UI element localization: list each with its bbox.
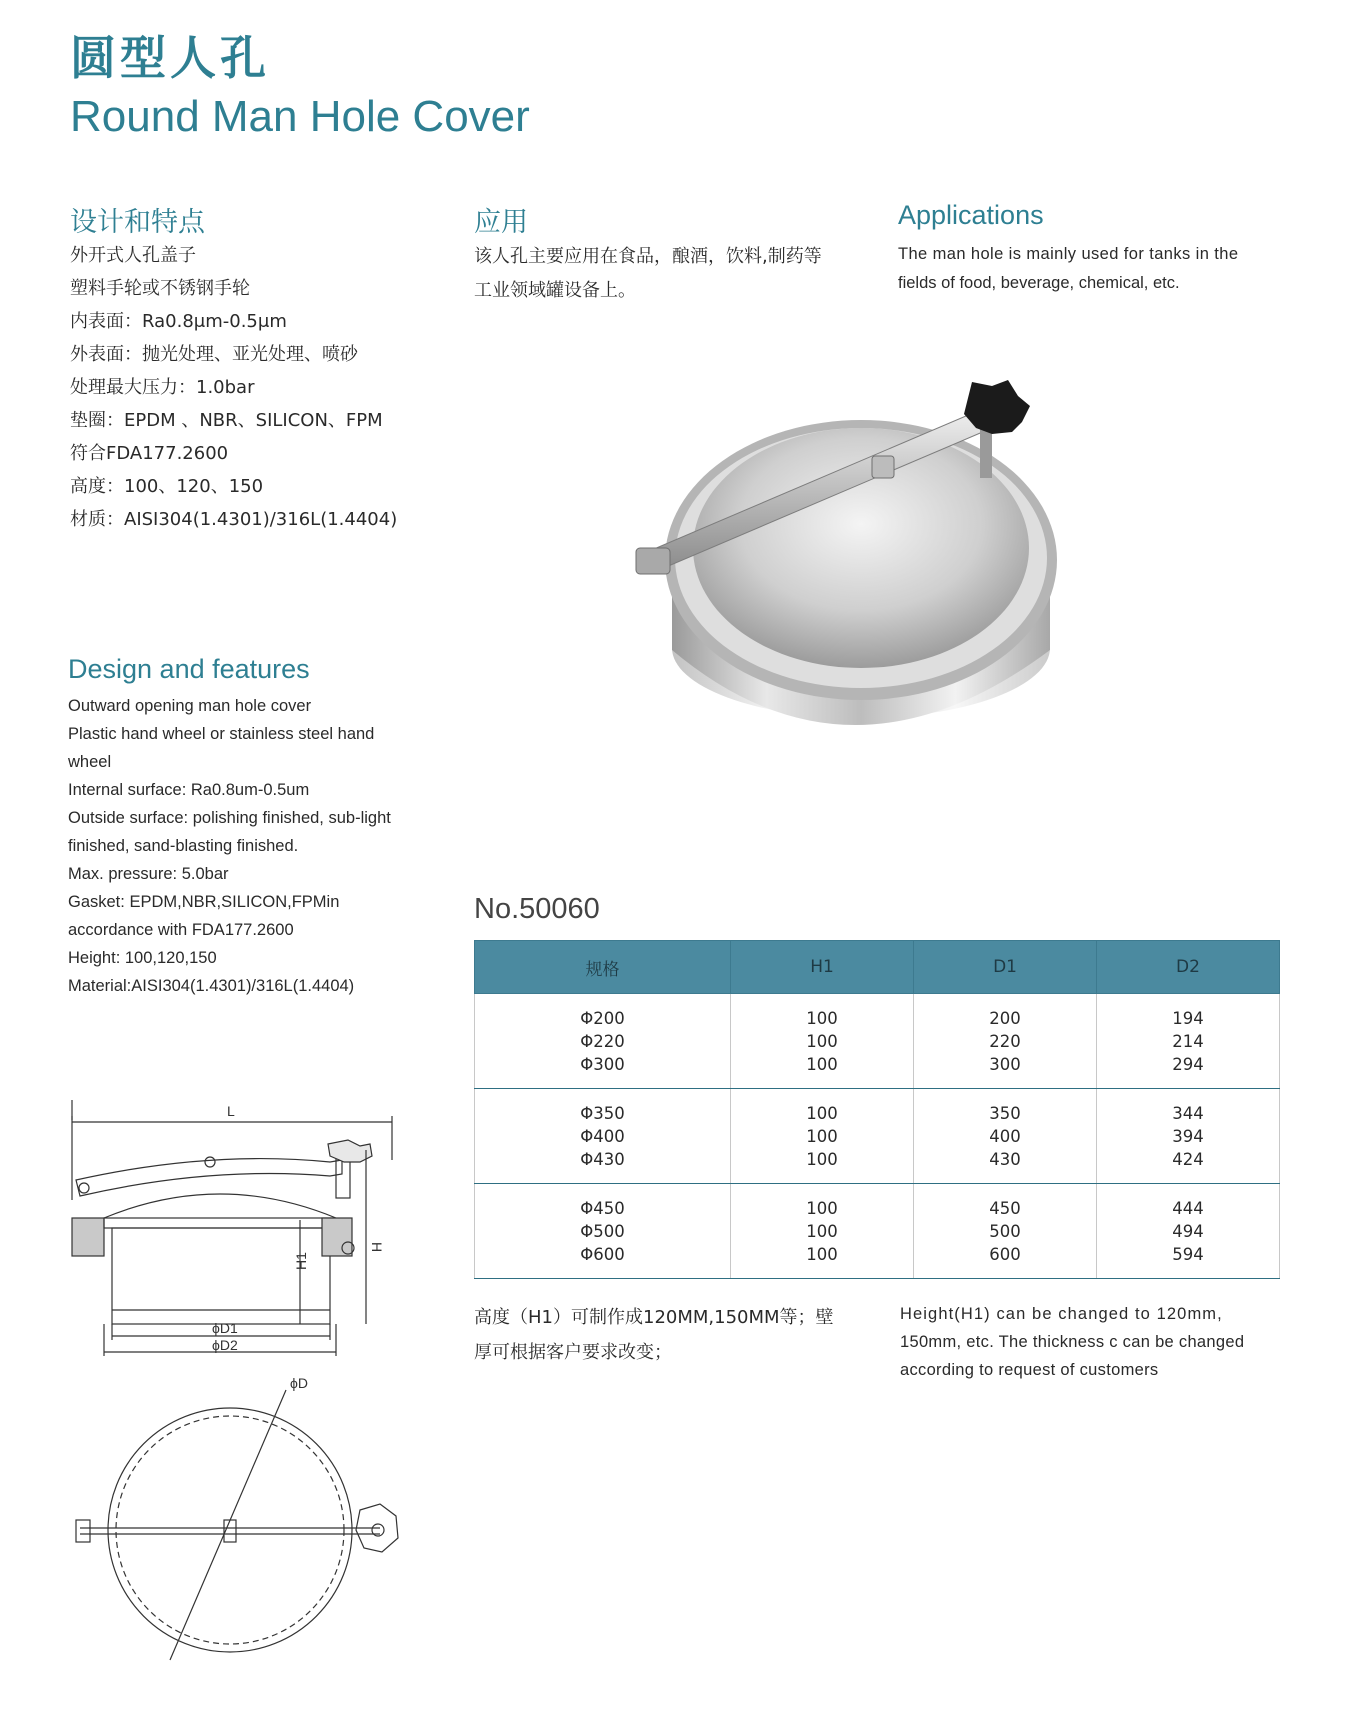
list-item: Outside surface: polishing finished, sub-light <box>68 809 391 827</box>
model-number: No.50060 <box>474 893 600 925</box>
design-list-cn <box>70 239 397 536</box>
table-row: Φ350 Φ400 Φ430 100 100 100 350 400 430 344 394 424 <box>475 1089 1280 1184</box>
list-item: wheel <box>68 753 112 771</box>
list-item: Max. pressure: 5.0bar <box>68 865 229 883</box>
application-line: fields of food, beverage, chemical, etc. <box>898 274 1180 292</box>
application-line: 该人孔主要应用在食品，酿酒，饮料,制药等 <box>474 246 822 267</box>
application-line: 工业领域罐设备上。 <box>474 280 636 301</box>
application-line: The man hole is mainly used for tanks in the <box>898 245 1239 263</box>
table-row: Φ200 Φ220 Φ300 100 100 100 200 220 300 194 214 294 <box>475 994 1280 1089</box>
label-H: H <box>369 1242 385 1253</box>
column-header: D2 <box>1097 941 1280 994</box>
table-row: Φ450 Φ500 Φ600 100 100 100 450 500 600 444 494 594 <box>475 1184 1280 1279</box>
note-line: 高度（H1）可制作成120MM,150MM等；壁 <box>474 1307 834 1328</box>
column-header: 规格 <box>475 941 731 994</box>
spec-table <box>474 940 1280 1279</box>
note-line: according to request of customers <box>900 1361 1159 1379</box>
list-item: Height: 100,120,150 <box>68 949 217 967</box>
list-item: 材质：AISI304(1.4301)/316L(1.4404) <box>70 509 398 530</box>
application-heading-en: Applications <box>898 200 1044 230</box>
note-en <box>900 1300 1280 1384</box>
note-line: 厚可根据客户要求改变； <box>474 1342 672 1363</box>
page-title-en: Round Man Hole Cover <box>70 92 530 141</box>
application-text-en <box>898 240 1280 298</box>
list-item: Material:AISI304(1.4301)/316L(1.4404) <box>68 977 355 995</box>
note-line: 150mm, etc. The thickness c can be changed <box>900 1333 1245 1351</box>
column-header: H1 <box>731 941 914 994</box>
list-item: 垫圈：EPDM 、NBR、SILICON、FPM <box>70 410 383 431</box>
list-item: 符合FDA177.2600 <box>70 443 229 464</box>
list-item: Gasket: EPDM,NBR,SILICON,FPMin <box>68 893 340 911</box>
table-header-row <box>475 941 1280 994</box>
list-item: 内表面：Ra0.8μm-0.5μm <box>70 311 287 332</box>
design-heading-en: Design and features <box>68 654 310 684</box>
label-D: ϕD <box>290 1375 308 1391</box>
list-item: accordance with FDA177.2600 <box>68 921 294 939</box>
list-item: 处理最大压力：1.0bar <box>70 377 255 398</box>
list-item: 塑料手轮或不锈钢手轮 <box>70 278 250 299</box>
list-item: 外表面：抛光处理、亚光处理、喷砂 <box>70 344 358 365</box>
label-H1: H1 <box>293 1252 309 1270</box>
label-D2: ϕD2 <box>212 1337 238 1353</box>
list-item: 外开式人孔盖子 <box>70 245 196 266</box>
list-item: finished, sand-blasting finished. <box>68 837 299 855</box>
note-line: Height(H1) can be changed to 120mm, <box>900 1305 1223 1323</box>
page-title-cn: 圆型人孔 <box>70 31 270 85</box>
note-cn <box>474 1300 874 1370</box>
list-item: Internal surface: Ra0.8um-0.5um <box>68 781 310 799</box>
list-item: Outward opening man hole cover <box>68 697 312 715</box>
label-D1: ϕD1 <box>212 1320 238 1336</box>
label-L: L <box>227 1103 235 1119</box>
list-item: Plastic hand wheel or stainless steel hand <box>68 725 375 743</box>
side-view-drawing <box>60 1100 420 1360</box>
product-photo <box>620 380 1160 800</box>
design-list-en <box>68 692 391 1000</box>
application-text-cn <box>474 240 874 308</box>
top-view-drawing <box>60 1370 420 1670</box>
column-header: D1 <box>914 941 1097 994</box>
list-item: 高度：100、120、150 <box>70 476 264 497</box>
application-heading-cn: 应用 <box>474 207 528 238</box>
design-heading-cn: 设计和特点 <box>70 207 205 238</box>
